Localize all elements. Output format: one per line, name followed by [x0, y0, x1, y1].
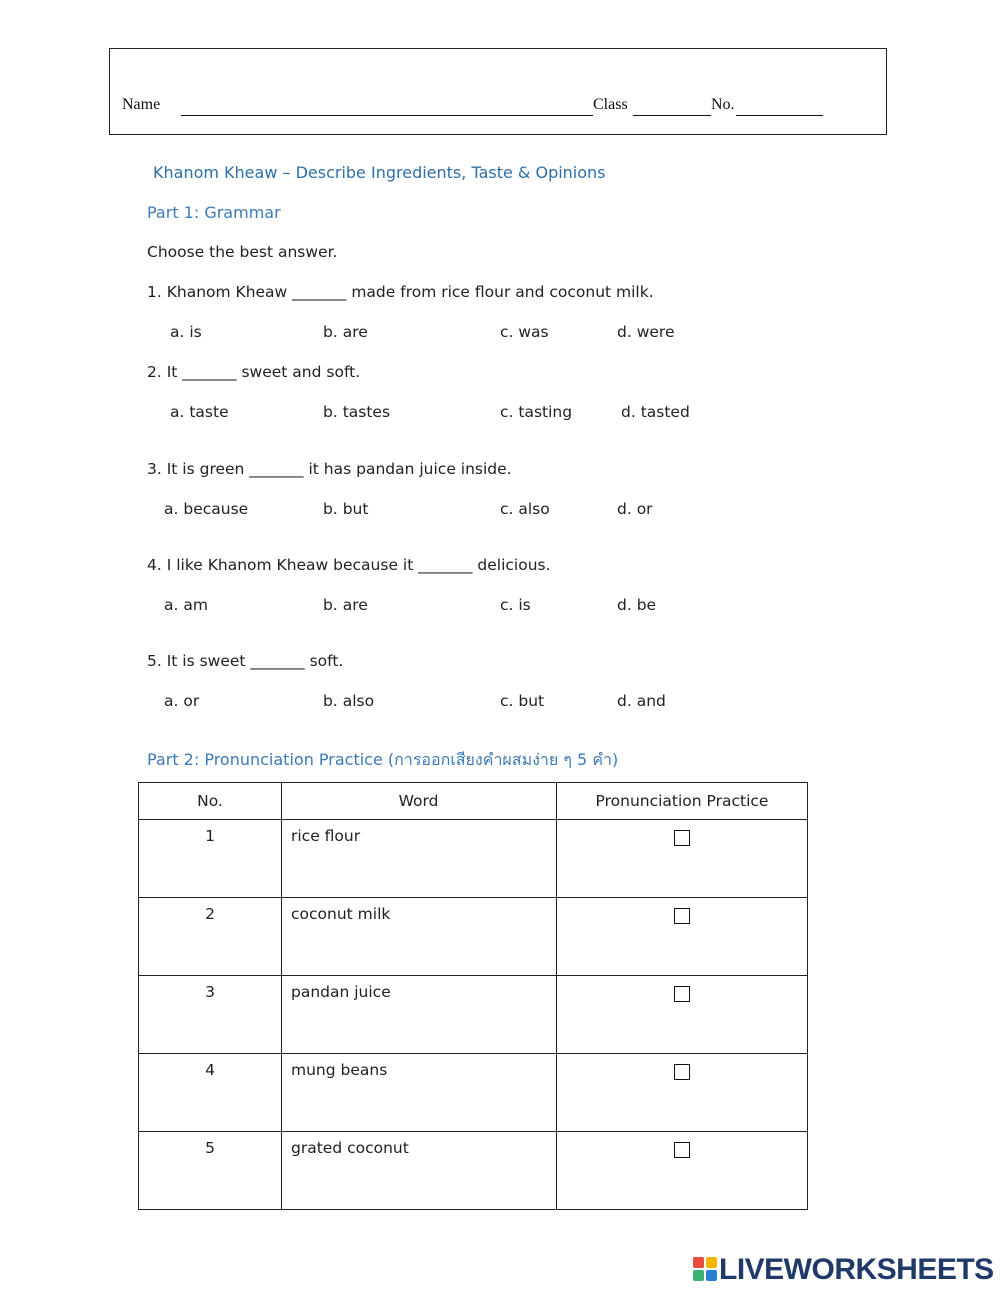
q5-option-a[interactable]: a. or: [164, 692, 200, 710]
practice-checkbox[interactable]: [674, 830, 690, 846]
row-practice-cell: [557, 820, 808, 898]
student-info-box: [109, 48, 887, 135]
logo-square-blue: [706, 1270, 717, 1281]
q2-option-a[interactable]: a. taste: [170, 403, 229, 421]
q4-option-a[interactable]: a. am: [164, 596, 208, 614]
class-label: Class: [593, 96, 628, 113]
q1-option-b[interactable]: b. are: [323, 323, 368, 341]
row-practice-cell: [557, 1054, 808, 1132]
table-row: [139, 898, 808, 976]
column-header-practice: Pronunciation Practice: [557, 783, 808, 820]
table-row: [139, 976, 808, 1054]
q2-option-c[interactable]: c. tasting: [500, 403, 573, 421]
part2-heading: Part 2: Pronunciation Practice (การออกเสียงคำผสมง่าย ๆ 5 คำ): [147, 750, 619, 769]
no-label: No.: [711, 96, 735, 113]
q3-option-c[interactable]: c. also: [500, 500, 550, 518]
logo-text: LIVEWORKSHEETS: [719, 1253, 994, 1286]
question-1: 1. Khanom Kheaw _______ made from rice flour and coconut milk.: [147, 283, 654, 301]
q5-option-c[interactable]: c. but: [500, 692, 545, 710]
question-2: 2. It _______ sweet and soft.: [147, 363, 361, 381]
logo-square-green: [693, 1270, 704, 1281]
table-header-row: [139, 783, 808, 820]
row-number: 4: [139, 1054, 282, 1132]
question-4: 4. I like Khanom Kheaw because it _______ delicious.: [147, 556, 551, 574]
table-row: [139, 1054, 808, 1132]
name-label: Name: [122, 96, 161, 113]
q3-option-a[interactable]: a. because: [164, 500, 249, 518]
practice-checkbox[interactable]: [674, 986, 690, 1002]
row-number: 2: [139, 898, 282, 976]
row-word: pandan juice: [282, 976, 557, 1054]
q5-option-d[interactable]: d. and: [617, 692, 666, 710]
row-word: rice flour: [282, 820, 557, 898]
column-header-no: No.: [139, 783, 282, 820]
q3-option-b[interactable]: b. but: [323, 500, 369, 518]
column-header-word: Word: [282, 783, 557, 820]
row-number: 5: [139, 1132, 282, 1210]
row-word: grated coconut: [282, 1132, 557, 1210]
row-number: 3: [139, 976, 282, 1054]
question-3: 3. It is green _______ it has pandan juice inside.: [147, 460, 512, 478]
practice-checkbox[interactable]: [674, 1064, 690, 1080]
q2-option-b[interactable]: b. tastes: [323, 403, 391, 421]
q4-option-d[interactable]: d. be: [617, 596, 657, 614]
table-row: [139, 1132, 808, 1210]
liveworksheets-logo-icon: [693, 1257, 717, 1281]
q3-option-d[interactable]: d. or: [617, 500, 653, 518]
name-field[interactable]: [181, 115, 593, 116]
q4-option-b[interactable]: b. are: [323, 596, 368, 614]
q1-option-c[interactable]: c. was: [500, 323, 549, 341]
practice-checkbox[interactable]: [674, 1142, 690, 1158]
row-number: 1: [139, 820, 282, 898]
row-word: coconut milk: [282, 898, 557, 976]
logo-square-red: [693, 1257, 704, 1268]
row-practice-cell: [557, 976, 808, 1054]
pronunciation-table: [138, 782, 808, 1210]
table-row: [139, 820, 808, 898]
class-field[interactable]: [633, 115, 711, 116]
no-field[interactable]: [736, 115, 823, 116]
worksheet-title: Khanom Kheaw – Describe Ingredients, Taste & Opinions: [153, 163, 606, 182]
row-practice-cell: [557, 1132, 808, 1210]
q1-option-a[interactable]: a. is: [170, 323, 202, 341]
logo-square-yellow: [706, 1257, 717, 1268]
q5-option-b[interactable]: b. also: [323, 692, 375, 710]
q4-option-c[interactable]: c. is: [500, 596, 531, 614]
part1-instruction: Choose the best answer.: [147, 243, 338, 261]
q2-option-d[interactable]: d. tasted: [621, 403, 690, 421]
practice-checkbox[interactable]: [674, 908, 690, 924]
part1-heading: Part 1: Grammar: [147, 203, 281, 222]
question-5: 5. It is sweet _______ soft.: [147, 652, 344, 670]
q1-option-d[interactable]: d. were: [617, 323, 675, 341]
row-word: mung beans: [282, 1054, 557, 1132]
row-practice-cell: [557, 898, 808, 976]
